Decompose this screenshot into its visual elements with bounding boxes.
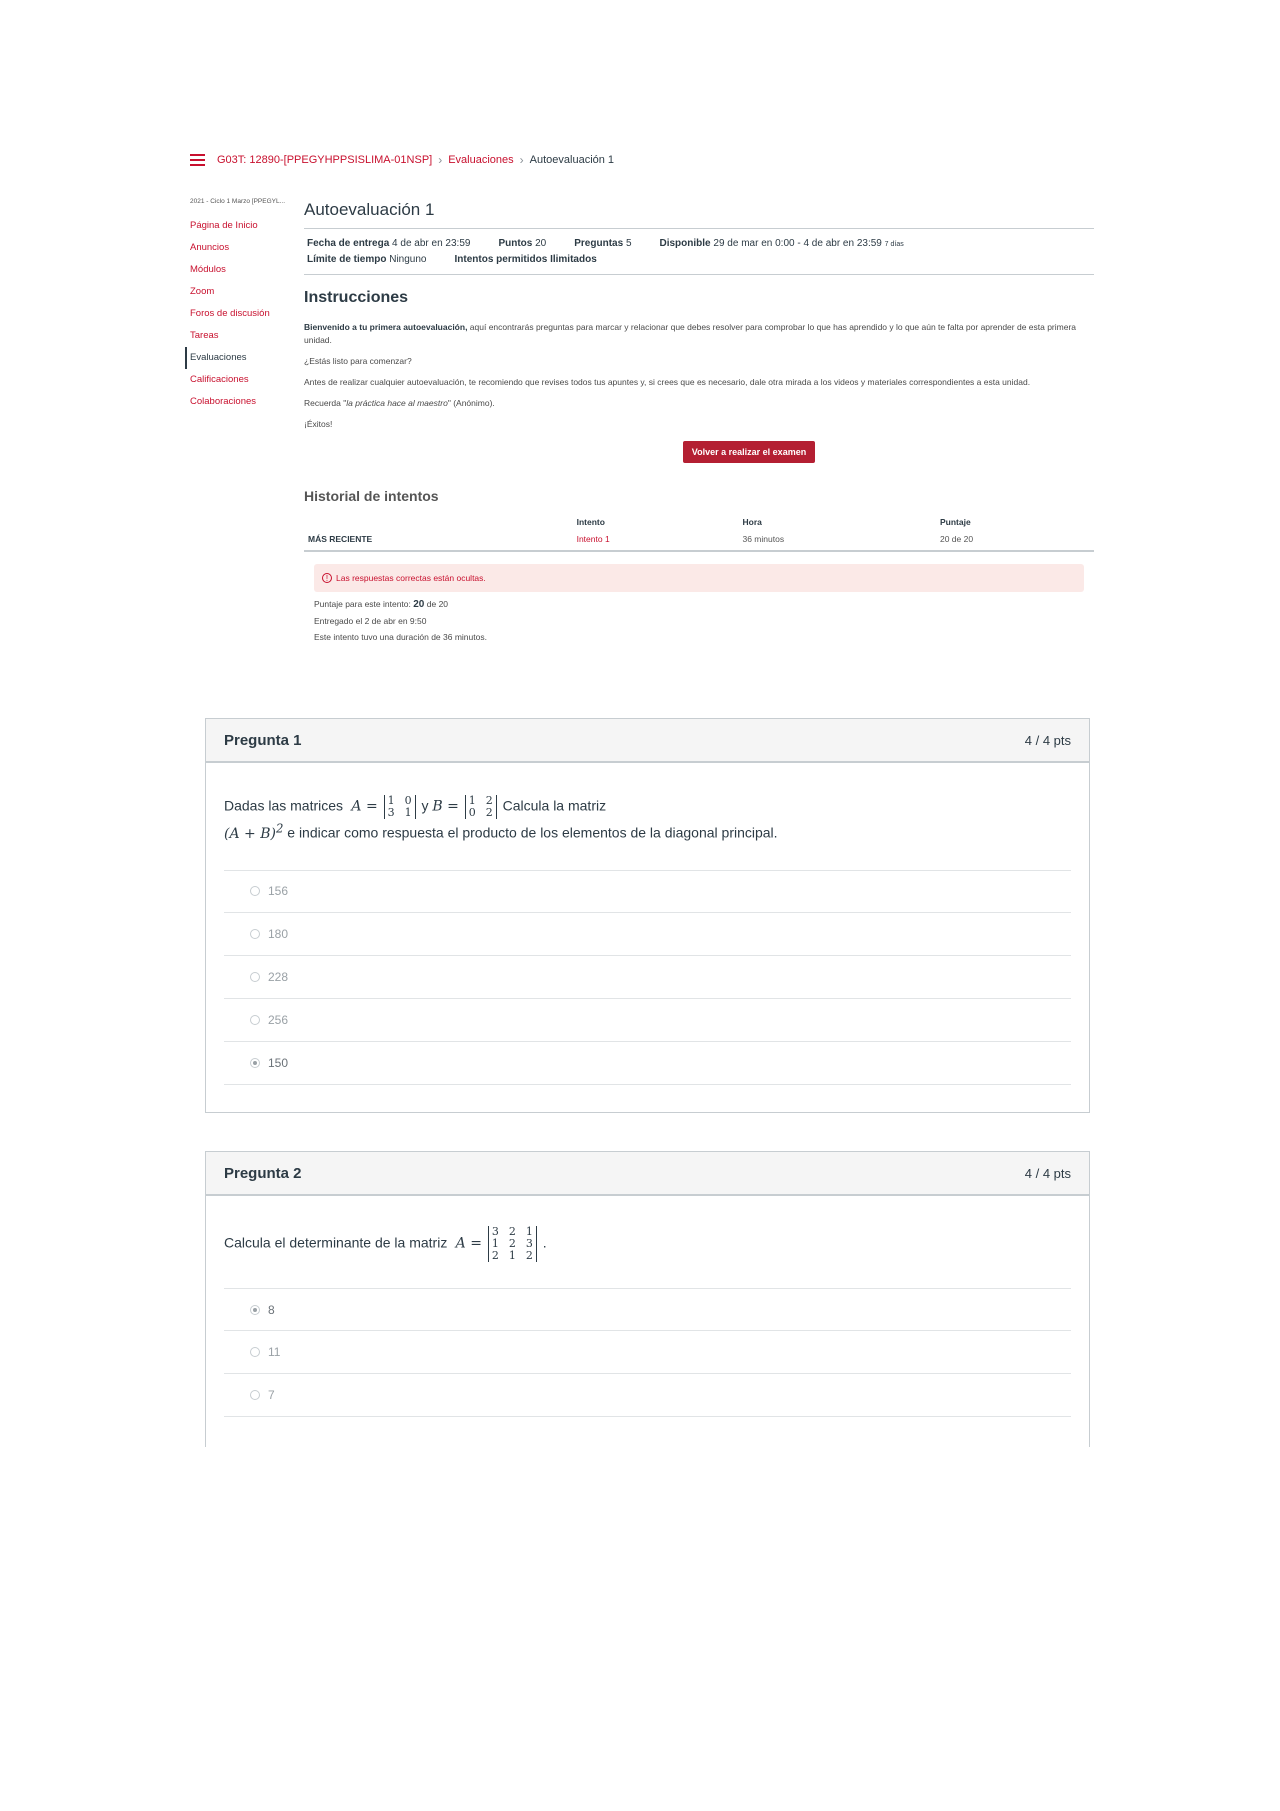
- quote-suffix: " (Anónimo).: [447, 398, 495, 408]
- question-text-part: Calcula el determinante de la matriz: [224, 1234, 448, 1251]
- instructions-welcome: Bienvenido a tu primera autoevaluación,: [304, 322, 468, 332]
- matrix-cell: 2: [525, 1249, 533, 1262]
- question-text-part: e indicar como respuesta el producto de los elementos de la diagonal principal.: [287, 824, 778, 841]
- submitted-line: Entregado el 2 de abr en 9:50: [314, 616, 427, 626]
- answers-hidden-alert: [314, 564, 1084, 592]
- answer-option-selected[interactable]: [224, 1042, 1071, 1085]
- instructions-heading: Instrucciones: [304, 289, 409, 306]
- answer-option[interactable]: [224, 870, 1071, 913]
- matrix-cell: 3: [491, 1225, 499, 1238]
- available-days: 7 días: [884, 241, 904, 248]
- time-limit-label: Límite de tiempo: [307, 254, 387, 265]
- question-text-part: Dadas las matrices: [224, 797, 344, 814]
- table-header-attempt: Intento: [576, 517, 605, 527]
- chevron-right-icon: ›: [519, 153, 524, 167]
- question-text-period: .: [542, 1234, 547, 1251]
- sidebar-item-collaborations[interactable]: Colaboraciones: [190, 396, 257, 407]
- available-label: Disponible: [659, 238, 711, 249]
- answer-option[interactable]: [224, 1374, 1071, 1417]
- matrix-cell: 3: [387, 806, 395, 819]
- points-value: 20: [535, 238, 547, 249]
- answer-label: 150: [268, 1055, 289, 1070]
- instructions-body: [304, 321, 1094, 431]
- answer-list: [224, 870, 1071, 1085]
- score-label: Puntaje para este intento:: [314, 599, 411, 609]
- question-header: [206, 719, 1089, 763]
- matrix-cell: 2: [485, 806, 493, 819]
- instructions-paragraph: ¡Éxitos!: [304, 419, 333, 429]
- answer-label: 256: [268, 1012, 289, 1027]
- question-title: Pregunta 2: [224, 1164, 302, 1182]
- question-points: 4 / 4 pts: [1024, 1165, 1071, 1181]
- quote-text: la práctica hace al maestro: [346, 398, 448, 408]
- score-line: [314, 596, 1094, 613]
- question-text-part: y: [421, 797, 429, 814]
- instructions-paragraph: [304, 397, 1094, 410]
- course-term: 2021 - Ciclo 1 Marzo [PPEGYL...: [190, 198, 286, 205]
- questions-value: 5: [625, 238, 632, 249]
- matrix-cell: 1: [468, 794, 476, 807]
- question-title: Pregunta 1: [224, 731, 302, 749]
- answer-label: 7: [268, 1388, 275, 1402]
- matrix-cell: 0: [404, 794, 412, 807]
- attempt-score: 20 de 20: [936, 530, 1094, 551]
- retake-wrapper: [404, 441, 1094, 463]
- course-navigation: [190, 198, 290, 413]
- matrix-a: [384, 795, 416, 819]
- question-text-part: Calcula la matriz: [502, 797, 607, 814]
- radio-checked-icon[interactable]: [250, 1305, 260, 1315]
- page-title: Autoevaluación 1: [304, 200, 1094, 229]
- quiz-main: [304, 200, 1094, 645]
- table-header-row: [304, 514, 1094, 530]
- answer-label: 228: [268, 969, 289, 984]
- attempt-time: 36 minutos: [738, 530, 936, 551]
- radio-checked-icon[interactable]: [250, 1058, 260, 1068]
- breadcrumb: [190, 153, 614, 167]
- warning-icon: !: [322, 573, 332, 583]
- score-suffix: de 20: [426, 599, 449, 609]
- matrix-cell: 2: [491, 1249, 499, 1262]
- radio-icon[interactable]: [250, 972, 260, 982]
- breadcrumb-current: Autoevaluación 1: [529, 154, 615, 166]
- answer-option-selected[interactable]: [224, 1288, 1071, 1331]
- answer-label: 11: [268, 1345, 281, 1359]
- sidebar-item-announcements[interactable]: Anuncios: [190, 242, 230, 253]
- sidebar-item-zoom[interactable]: Zoom: [190, 286, 215, 297]
- question-text: Dadas las matrices A = 1 0 3 1 y B = 1 2 0 2 Calcula la matriz $(A + B)^2$ e indicar como respuesta el producto de los elementos de la diagonal principal.: [224, 794, 778, 842]
- duration-line: Este intento tuvo una duración de 36 minutos.: [314, 632, 487, 642]
- attempt-history-heading: Historial de intentos: [304, 488, 439, 504]
- retake-quiz-button[interactable]: Volver a realizar el examen: [683, 441, 815, 463]
- attempt-link[interactable]: Intento 1: [573, 530, 739, 551]
- answer-option[interactable]: [224, 956, 1071, 999]
- time-limit-value: Ninguno: [389, 254, 427, 265]
- answer-option[interactable]: [224, 913, 1071, 956]
- sidebar-item-discussions[interactable]: Foros de discusión: [190, 308, 270, 319]
- matrix-cell: 2: [508, 1225, 516, 1238]
- sidebar-item-quizzes[interactable]: Evaluaciones: [185, 347, 290, 369]
- question-points: 4 / 4 pts: [1024, 732, 1071, 748]
- sidebar-item-modules[interactable]: Módulos: [190, 264, 226, 275]
- instructions-welcome-rest: aquí encontrarás preguntas para marcar y relacionar que debes resolver para comprobar lo que has aprendido y lo que aún te falta por aprender de esta primera unidad.: [304, 322, 1077, 345]
- matrix-cell: 1: [525, 1225, 533, 1238]
- quote-prefix: Recuerda ": [304, 398, 347, 408]
- radio-icon[interactable]: [250, 1390, 260, 1400]
- attempt-history-table: [304, 514, 1094, 552]
- radio-icon[interactable]: [250, 886, 260, 896]
- points-label: Puntos: [498, 238, 533, 249]
- attempt-summary: [314, 596, 1094, 645]
- attempts-label: Intentos permitidos: [454, 254, 548, 265]
- instructions-paragraph: Antes de realizar cualquier autoevaluación, te recomiendo que revises todos tus apuntes y, si crees que es necesario, dale otra mirada a los videos y materiales correspondientes a esta unidad.: [304, 377, 1031, 387]
- sidebar-item-home[interactable]: Página de Inicio: [190, 220, 258, 231]
- matrix-a: [488, 1226, 537, 1262]
- table-header-score: Puntaje: [939, 517, 971, 527]
- table-header-blank: [304, 514, 573, 530]
- matrix-cell: 0: [468, 806, 476, 819]
- sidebar-item-grades[interactable]: Calificaciones: [190, 374, 249, 385]
- attempts-value: Ilimitados: [550, 254, 597, 265]
- table-row: [304, 530, 1094, 551]
- question-text: Calcula el determinante de la matriz A = 3 2 1 1 2 3 2 1 2 .: [224, 1225, 547, 1262]
- matrix-b: [465, 795, 497, 819]
- question-card: [205, 718, 1090, 1113]
- alert-text: Las respuestas correctas están ocultas.: [336, 573, 486, 583]
- answer-option[interactable]: [224, 999, 1071, 1042]
- matrix-cell: 1: [404, 806, 412, 819]
- available-value: 29 de mar en 0:00 - 4 de abr en 23:59: [713, 238, 882, 249]
- answer-label: 8: [268, 1302, 275, 1317]
- answer-label: 156: [268, 884, 289, 899]
- matrix-cell: 1: [491, 1237, 499, 1250]
- instructions-paragraph: ¿Estás listo para comenzar?: [304, 356, 412, 366]
- sidebar-item-assignments[interactable]: Tareas: [190, 330, 219, 341]
- hamburger-menu-icon[interactable]: [190, 154, 205, 166]
- answer-list: [224, 1288, 1071, 1417]
- answer-label: 180: [268, 926, 289, 941]
- breadcrumb-section-link[interactable]: Evaluaciones: [448, 154, 514, 166]
- answer-option[interactable]: [224, 1331, 1071, 1374]
- table-header-time: Hora: [742, 517, 762, 527]
- due-label: Fecha de entrega: [307, 238, 390, 249]
- matrix-cell: 2: [485, 794, 493, 807]
- score-value: 20: [413, 599, 425, 610]
- radio-icon[interactable]: [250, 1015, 260, 1025]
- matrix-cell: 2: [508, 1237, 516, 1250]
- quiz-details: [304, 229, 1094, 275]
- instructions-paragraph: [304, 321, 1094, 347]
- question-header: [206, 1152, 1089, 1196]
- question-card: [205, 1151, 1090, 1447]
- attempt-row-label: MÁS RECIENTE: [304, 530, 573, 551]
- questions-label: Preguntas: [574, 238, 624, 249]
- breadcrumb-course-link[interactable]: G03T: 12890-[PPEGYHPPSISLIMA-01NSP]: [217, 154, 433, 166]
- due-value: 4 de abr en 23:59: [392, 238, 471, 249]
- matrix-cell: 1: [508, 1249, 516, 1262]
- matrix-cell: 1: [387, 794, 395, 807]
- radio-icon[interactable]: [250, 929, 260, 939]
- chevron-right-icon: ›: [438, 153, 443, 167]
- radio-icon[interactable]: [250, 1347, 260, 1357]
- matrix-cell: 3: [525, 1237, 533, 1250]
